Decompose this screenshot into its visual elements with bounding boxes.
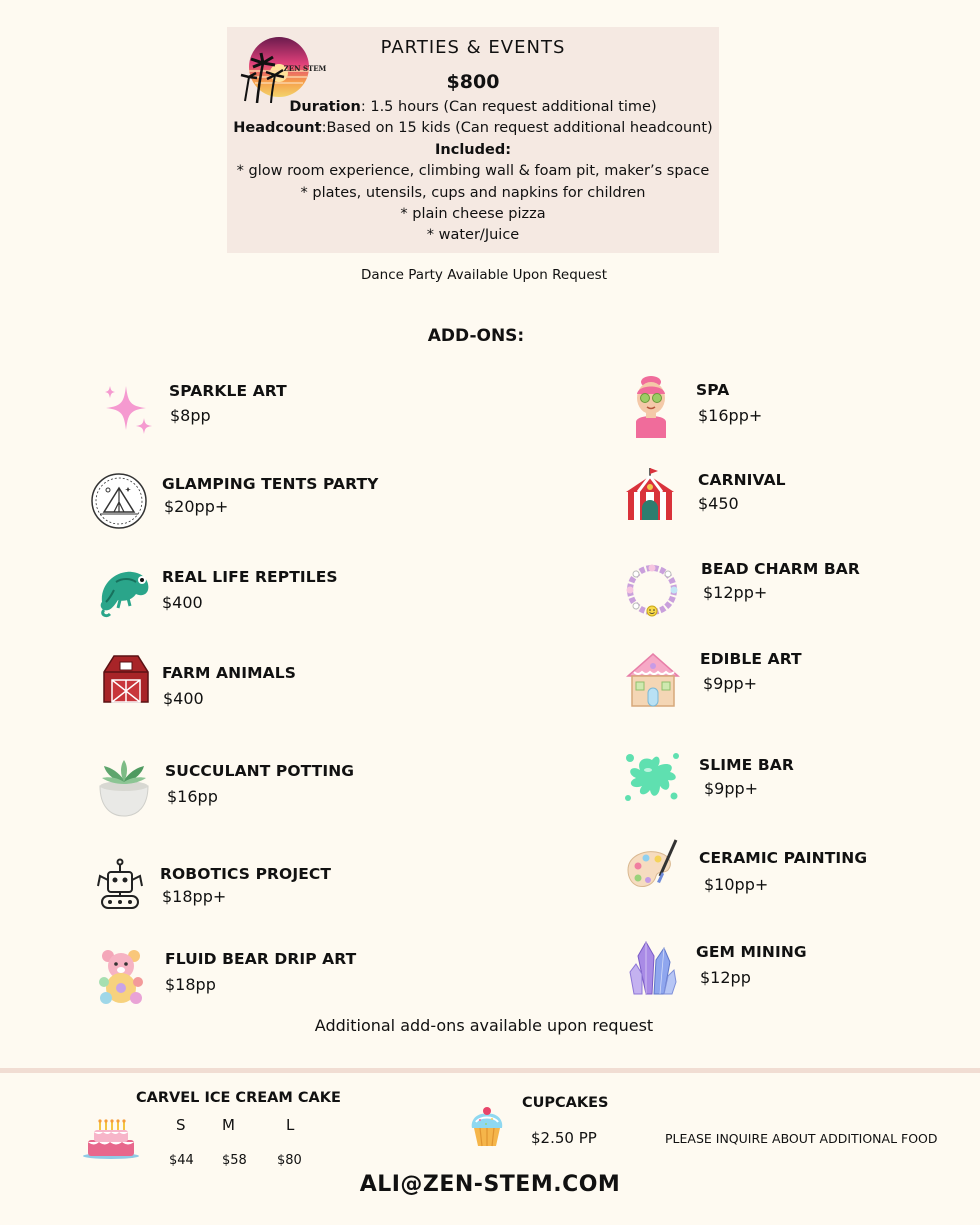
addon-slime-bar-price: $9pp+	[704, 779, 759, 798]
cupcake-icon	[470, 1106, 504, 1148]
addon-farm-animals-name: FARM ANIMALS	[162, 664, 296, 682]
palette-icon	[624, 838, 680, 892]
headcount-label: Headcount	[233, 120, 322, 136]
cupcakes-price: $2.50 PP	[531, 1129, 597, 1147]
addon-carnival-price: $450	[698, 494, 739, 513]
package-price: $800	[446, 71, 500, 93]
addon-robotics-price: $18pp+	[162, 887, 227, 906]
addon-spa-name: SPA	[696, 381, 730, 399]
addon-farm-animals-price: $400	[163, 689, 204, 708]
cake-price-m: $58	[222, 1153, 247, 1168]
addon-spa-price: $16pp+	[698, 406, 763, 425]
included-label: Included:	[435, 142, 511, 158]
section-divider	[0, 1068, 980, 1073]
contact-email[interactable]: ALI@ZEN-STEM.COM	[359, 1172, 621, 1197]
gingerbread-house-icon	[624, 650, 682, 708]
addon-slime-bar-name: SLIME BAR	[699, 756, 794, 774]
duration-line	[227, 99, 719, 115]
tent-icon	[90, 472, 148, 530]
addon-edible-art-price: $9pp+	[703, 674, 758, 693]
addon-succulent-name: SUCCULANT POTTING	[165, 762, 355, 780]
addon-succulent-price: $16pp	[167, 787, 218, 806]
addon-bead-charm-name: BEAD CHARM BAR	[701, 560, 860, 578]
sparkle-icon	[100, 382, 156, 438]
cake-price-s: $44	[169, 1153, 194, 1168]
addon-gem-mining-price: $12pp	[700, 968, 751, 987]
crystal-icon	[628, 936, 678, 996]
cake-title: CARVEL ICE CREAM CAKE	[136, 1090, 341, 1106]
circus-tent-icon	[622, 466, 678, 522]
package-card	[227, 27, 719, 253]
cupcakes-title: CUPCAKES	[522, 1095, 609, 1111]
logo-text: ZEN STEM	[283, 64, 327, 73]
addon-sparkle-art-name: SPARKLE ART	[169, 382, 287, 400]
addon-ceramic-painting-price: $10pp+	[704, 875, 769, 894]
dance-party-note: Dance Party Available Upon Request	[361, 267, 607, 283]
headcount-value: :Based on 15 kids (Can request additional headcount)	[321, 120, 713, 136]
included-item: * glow room experience, climbing wall & foam pit, maker’s space	[236, 163, 710, 179]
headcount-line	[227, 120, 719, 136]
additional-food-note: PLEASE INQUIRE ABOUT ADDITIONAL FOOD	[665, 1131, 938, 1146]
birthday-cake-icon	[82, 1118, 140, 1160]
barn-icon	[98, 650, 154, 706]
additional-addons-note: Additional add-ons available upon request	[314, 1016, 654, 1035]
addon-glamping-price: $20pp+	[164, 497, 229, 516]
succulent-icon	[94, 758, 154, 818]
spa-girl-icon	[626, 374, 676, 438]
addon-carnival-name: CARNIVAL	[698, 471, 786, 489]
chameleon-icon	[96, 562, 152, 618]
addon-reptiles-name: REAL LIFE REPTILES	[162, 568, 338, 586]
package-title: PARTIES & EVENTS	[380, 37, 566, 58]
addon-sparkle-art-price: $8pp	[170, 406, 211, 425]
addon-fluid-bear-price: $18pp	[165, 975, 216, 994]
bear-icon	[96, 948, 146, 1006]
addon-gem-mining-name: GEM MINING	[696, 943, 807, 961]
addon-robotics-name: ROBOTICS PROJECT	[160, 865, 332, 883]
addon-glamping-name: GLAMPING TENTS PARTY	[162, 475, 379, 493]
cake-price-l: $80	[277, 1153, 302, 1168]
addon-bead-charm-price: $12pp+	[703, 583, 768, 602]
duration-label: Duration	[289, 99, 361, 115]
cake-size-l: L	[286, 1116, 295, 1134]
robot-icon	[94, 856, 146, 912]
bracelet-icon	[624, 562, 680, 618]
addon-fluid-bear-name: FLUID BEAR DRIP ART	[165, 950, 357, 968]
included-item: * water/Juice	[426, 227, 520, 243]
addon-edible-art-name: EDIBLE ART	[700, 650, 802, 668]
slime-icon	[622, 748, 682, 804]
included-item: * plates, utensils, cups and napkins for children	[300, 185, 646, 201]
cake-size-m: M	[222, 1116, 235, 1134]
duration-value: : 1.5 hours (Can request additional time)	[360, 99, 657, 115]
cake-size-s: S	[176, 1116, 186, 1134]
addon-reptiles-price: $400	[162, 593, 203, 612]
addons-heading: ADD-ONS:	[427, 326, 525, 346]
addon-ceramic-painting-name: CERAMIC PAINTING	[699, 849, 868, 867]
included-item: * plain cheese pizza	[400, 206, 546, 222]
